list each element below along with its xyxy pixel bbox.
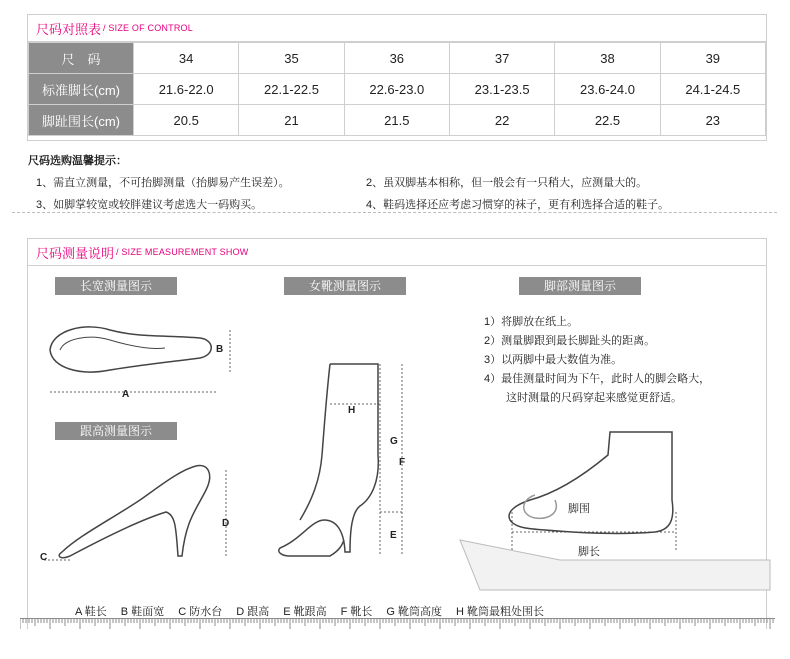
measurement-title: 尺码测量说明 <box>36 245 115 261</box>
table-cell: 35 <box>239 43 344 74</box>
table-cell: 21 <box>239 105 344 136</box>
step-item: 2）测量脚跟到最长脚趾头的距离。 <box>484 335 656 347</box>
letter-g: G <box>390 436 398 447</box>
table-cell: 22.5 <box>555 105 660 136</box>
letter-c: C <box>40 552 48 563</box>
legend-item: A 鞋长 <box>75 606 107 618</box>
measurement-subtitle: / SIZE MEASUREMENT SHOW <box>116 247 249 257</box>
letter-b: B <box>216 344 224 355</box>
foot-measure-steps <box>484 313 710 408</box>
letter-h: H <box>348 405 356 416</box>
shoe-top-view <box>50 327 211 372</box>
letter-e: E <box>390 530 397 541</box>
foot <box>509 432 673 533</box>
table-cell: 37 <box>449 43 554 74</box>
table-cell: 34 <box>134 43 239 74</box>
tip-item: 1、需直立测量，不可抬脚测量（抬脚易产生误差）。 <box>36 177 290 189</box>
tip-item: 3、如脚掌较宽或较胖建议考虑选大一码购买。 <box>36 199 263 211</box>
table-cell: 22.1-22.5 <box>239 74 344 105</box>
paper-sheet <box>460 540 770 590</box>
table-cell: 24.1-24.5 <box>660 74 765 105</box>
legend-item: E 靴跟高 <box>283 606 327 618</box>
table-cell: 23.6-24.0 <box>555 74 660 105</box>
table-cell: 39 <box>660 43 765 74</box>
boot <box>279 364 379 556</box>
tag-foot: 脚部测量图示 <box>519 277 641 295</box>
table-cell: 36 <box>344 43 449 74</box>
table-cell: 23.1-23.5 <box>449 74 554 105</box>
step-item: 这时测量的尺码穿起来感觉更舒适。 <box>484 392 682 404</box>
row-label-foot-length: 标准脚长(cm) <box>29 74 134 105</box>
foot-length-label: 脚长 <box>578 546 600 558</box>
letter-a: A <box>122 389 130 400</box>
table-cell: 21.5 <box>344 105 449 136</box>
row-label-toe-girth: 脚趾围长(cm) <box>29 105 134 136</box>
legend-item: D 跟高 <box>236 606 270 618</box>
table-cell: 21.6-22.0 <box>134 74 239 105</box>
letter-d: D <box>222 518 230 529</box>
legend-item: F 靴长 <box>340 606 373 618</box>
table-cell: 20.5 <box>134 105 239 136</box>
tag-boot: 女靴测量图示 <box>284 277 406 295</box>
tag-length-width: 长宽测量图示 <box>55 277 177 295</box>
table-cell: 23 <box>660 105 765 136</box>
heel-shoe <box>59 466 209 558</box>
table-cell: 22.6-23.0 <box>344 74 449 105</box>
step-item: 4）最佳测量时间为下午，此时人的脚会略大， <box>484 373 711 385</box>
tips-title: 尺码选购温馨提示： <box>28 155 127 167</box>
tip-item: 4、鞋码选择还应考虑习惯穿的袜子，更有利选择合适的鞋子。 <box>366 199 670 211</box>
legend-item: G 靴筒高度 <box>386 606 443 618</box>
step-item: 3）以两脚中最大数值为准。 <box>484 354 623 366</box>
tag-heel: 跟高测量图示 <box>55 422 177 440</box>
row-label-size: 尺 码 <box>29 43 134 74</box>
ruler <box>20 618 775 633</box>
foot-girth-label: 脚围 <box>568 503 590 515</box>
letter-f: F <box>399 457 406 468</box>
size-chart-subtitle: / SIZE OF CONTROL <box>103 23 193 33</box>
tip-item: 2、虽双脚基本相称，但一般会有一只稍大，应测量大的。 <box>366 177 648 189</box>
step-item: 1）将脚放在纸上。 <box>484 316 579 328</box>
letter-legend <box>75 603 558 619</box>
legend-item: B 鞋面宽 <box>120 606 165 618</box>
size-chart-title: 尺码对照表 <box>36 21 102 37</box>
table-cell: 22 <box>449 105 554 136</box>
table-cell: 38 <box>555 43 660 74</box>
legend-item: H 靴筒最粗处围长 <box>456 606 545 618</box>
legend-item: C 防水台 <box>178 606 223 618</box>
